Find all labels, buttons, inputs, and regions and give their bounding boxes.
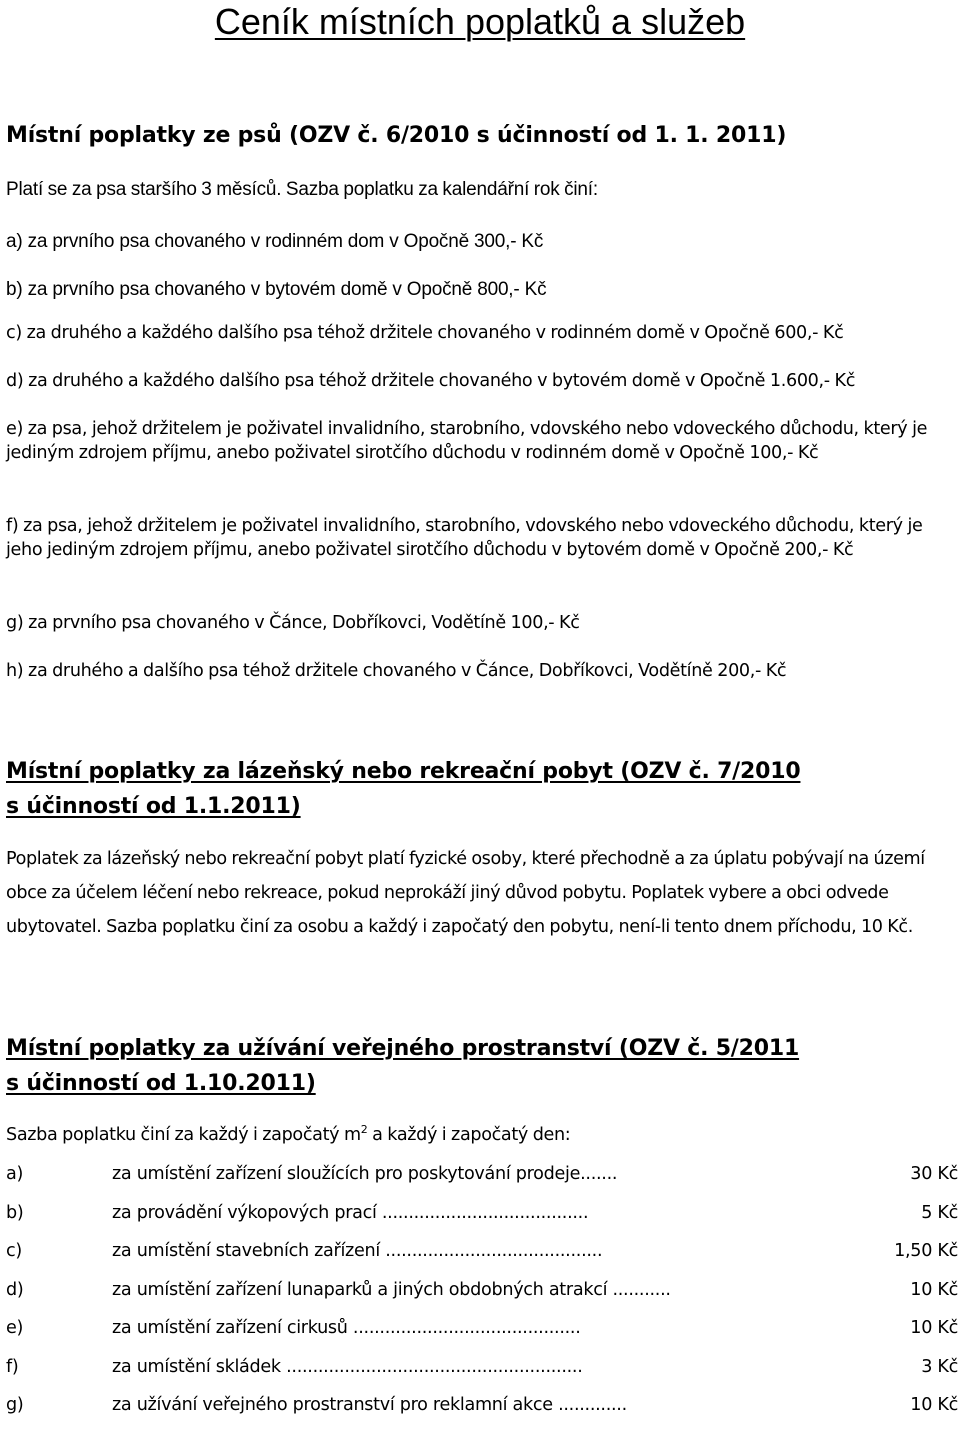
rate-row	[6, 1357, 958, 1396]
spa-fees-heading-line2: s účinností od 1.1.2011)	[6, 794, 301, 819]
rate-row	[6, 1164, 958, 1203]
rate-letter: e)	[6, 1318, 24, 1338]
dog-fee-item-f: f) za psa, jehož držitelem je poživatel invalidního, starobního, vdovského nebo vdoveckého důchodu, který je jeho jediným zdrojem příjmu, anebo poživatel sirotčího důchodu v bytovém domě v Opočně 200,- Kč	[6, 516, 923, 560]
rate-row	[6, 1241, 958, 1280]
dog-fees-intro	[6, 178, 958, 202]
public-space-heading-line2: s účinností od 1.10.2011)	[6, 1071, 316, 1096]
dog-fee-item-g: g) za prvního psa chovaného v Čánce, Dobříkovci, Vodětíně 100,- Kč	[6, 613, 580, 633]
public-space-intro	[6, 1123, 958, 1147]
rate-price: 10 Kč	[910, 1318, 958, 1338]
square-meter-exponent: 2	[360, 1123, 368, 1137]
rate-price: 10 Kč	[910, 1279, 958, 1300]
public-space-rates-list	[6, 1164, 958, 1434]
rate-row	[6, 1318, 958, 1357]
rate-description: za užívání veřejného prostranství pro reklamní akce .............	[112, 1395, 627, 1415]
page-title: Ceník místních poplatků a služeb	[214, 1, 746, 42]
rate-letter: d)	[6, 1279, 24, 1300]
rate-letter: a)	[6, 1164, 24, 1184]
rate-description: za umístění zařízení sloužících pro poskytování prodeje.......	[112, 1164, 618, 1184]
rate-price: 30 Kč	[910, 1164, 958, 1184]
dog-fees-heading: Místní poplatky ze psů (OZV č. 6/2010 s účinností od 1. 1. 2011)	[6, 123, 787, 148]
rate-description: za umístění stavebních zařízení .........................................	[112, 1241, 603, 1261]
rate-letter: g)	[6, 1395, 24, 1415]
dog-fees-intro-part2: Sazba poplatku za kalendářní rok činí:	[281, 179, 598, 200]
public-space-heading-line1: Místní poplatky za užívání veřejného prostranství (OZV č. 5/2011	[6, 1036, 800, 1061]
public-space-intro-text: Sazba poplatku činí za každý i započatý m	[6, 1125, 361, 1145]
dog-fee-item-h: h) za druhého a dalšího psa téhož držitele chovaného v Čánce, Dobříkovci, Vodětíně 200,- Kč	[6, 661, 787, 681]
rate-description: za umístění zařízení lunaparků a jiných obdobných atrakcí ...........	[112, 1279, 671, 1300]
dog-fee-item-c: c) za druhého a každého dalšího psa téhož držitele chovaného v rodinném domě v Opočně 600,- Kč	[6, 323, 844, 343]
public-space-intro-rest: a každý i započatý den:	[367, 1125, 571, 1145]
dog-fee-item-d: d) za druhého a každého dalšího psa téhož držitele chovaného v bytovém domě v Opočně 1.600,- Kč	[6, 371, 856, 391]
rate-row	[6, 1280, 958, 1319]
rate-description: za provádění výkopových prací .......................................	[112, 1202, 589, 1223]
spa-fees-text: Poplatek za lázeňský nebo rekreační pobyt platí fyzické osoby, které přechodně a za úplatu pobývají na území obce za účelem léčení nebo rekreace, pokud neprokáží jiný důvod pobytu. Poplatek vybere a obci odvede ubytovatel. Sazba poplatku činí za osobu a každý i započatý den pobytu, není-li tento dnem příchodu, 10 Kč.	[6, 849, 925, 937]
dog-fees-intro-part1: Platí se za psa staršího 3 měsíců.	[6, 179, 282, 200]
dog-fee-item-b: b) za prvního psa chovaného v bytovém domě v Opočně 800,- Kč	[6, 279, 547, 300]
rate-price: 10 Kč	[910, 1395, 958, 1415]
rate-letter: c)	[6, 1241, 22, 1261]
dog-fee-item-a: a) za prvního psa chovaného v rodinném dom v Opočně 300,- Kč	[6, 231, 544, 252]
dog-fee-item-e: e) za psa, jehož držitelem je poživatel invalidního, starobního, vdovského nebo vdoveckého důchodu, který je jediným zdrojem příjmu, anebo poživatel sirotčího důchodu v rodinném domě v Opočně 100,- Kč	[6, 419, 928, 463]
rate-row	[6, 1203, 958, 1242]
rate-letter: b)	[6, 1202, 24, 1223]
rate-letter: f)	[6, 1356, 19, 1377]
rate-description: za umístění zařízení cirkusů ...........................................	[112, 1318, 581, 1338]
spa-fees-heading-line1: Místní poplatky za lázeňský nebo rekreační pobyt (OZV č. 7/2010	[6, 759, 801, 784]
rate-price: 3 Kč	[921, 1356, 958, 1377]
rate-price: 1,50 Kč	[894, 1241, 958, 1261]
rate-description: za umístění skládek ........................................................	[112, 1356, 583, 1377]
rate-price: 5 Kč	[921, 1202, 958, 1223]
